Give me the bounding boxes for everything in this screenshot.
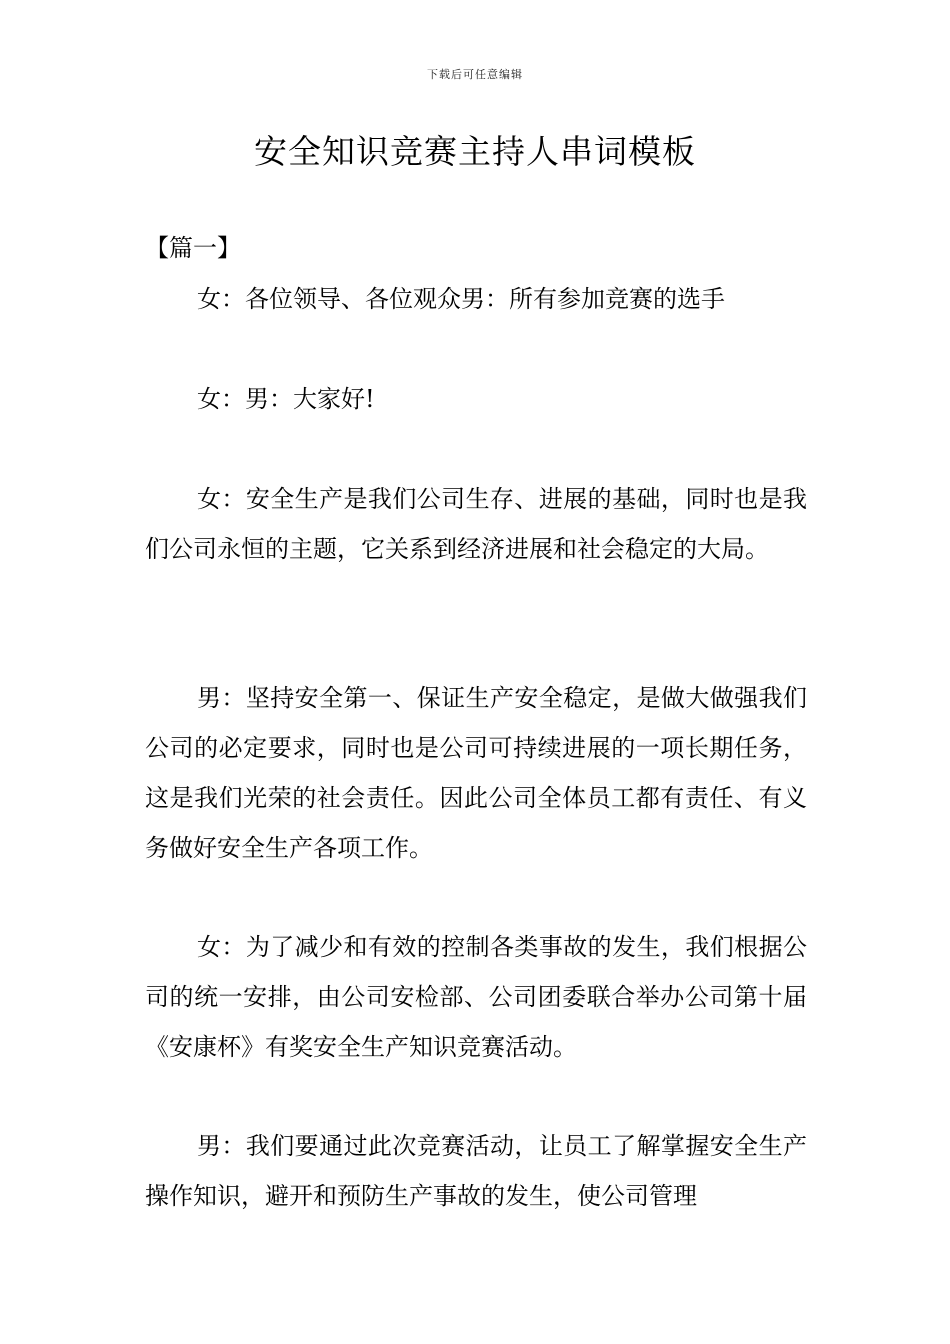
paragraph: 男：我们要通过此次竞赛活动，让员工了解掌握安全生产操作知识，避开和预防生产事故的发生，使公司管理 [145, 1132, 807, 1210]
paragraph: 女：男：大家好! [197, 385, 375, 413]
paragraph: 女：各位领导、各位观众男：所有参加竞赛的选手 [197, 285, 725, 313]
document-title: 安全知识竞赛主持人串词模板 [254, 132, 696, 171]
paragraph: 男：坚持安全第一、保证生产安全稳定，是做大做强我们公司的必定要求，同时也是公司可持续进展的一项长期任务，这是我们光荣的社会责任。因此公司全体员工都有责任、有义务做好安全生产各项工作。 [145, 684, 807, 862]
header-note: 下载后可任意编辑 [427, 68, 523, 81]
section-label: 【篇一】 [145, 234, 241, 262]
paragraph: 女：为了减少和有效的控制各类事故的发生，我们根据公司的统一安排，由公司安检部、公司团委联合举办公司第十届《安康杯》有奖安全生产知识竞赛活动。 [145, 933, 807, 1061]
paragraph: 女：安全生产是我们公司生存、进展的基础，同时也是我们公司永恒的主题，它关系到经济进展和社会稳定的大局。 [145, 485, 807, 563]
